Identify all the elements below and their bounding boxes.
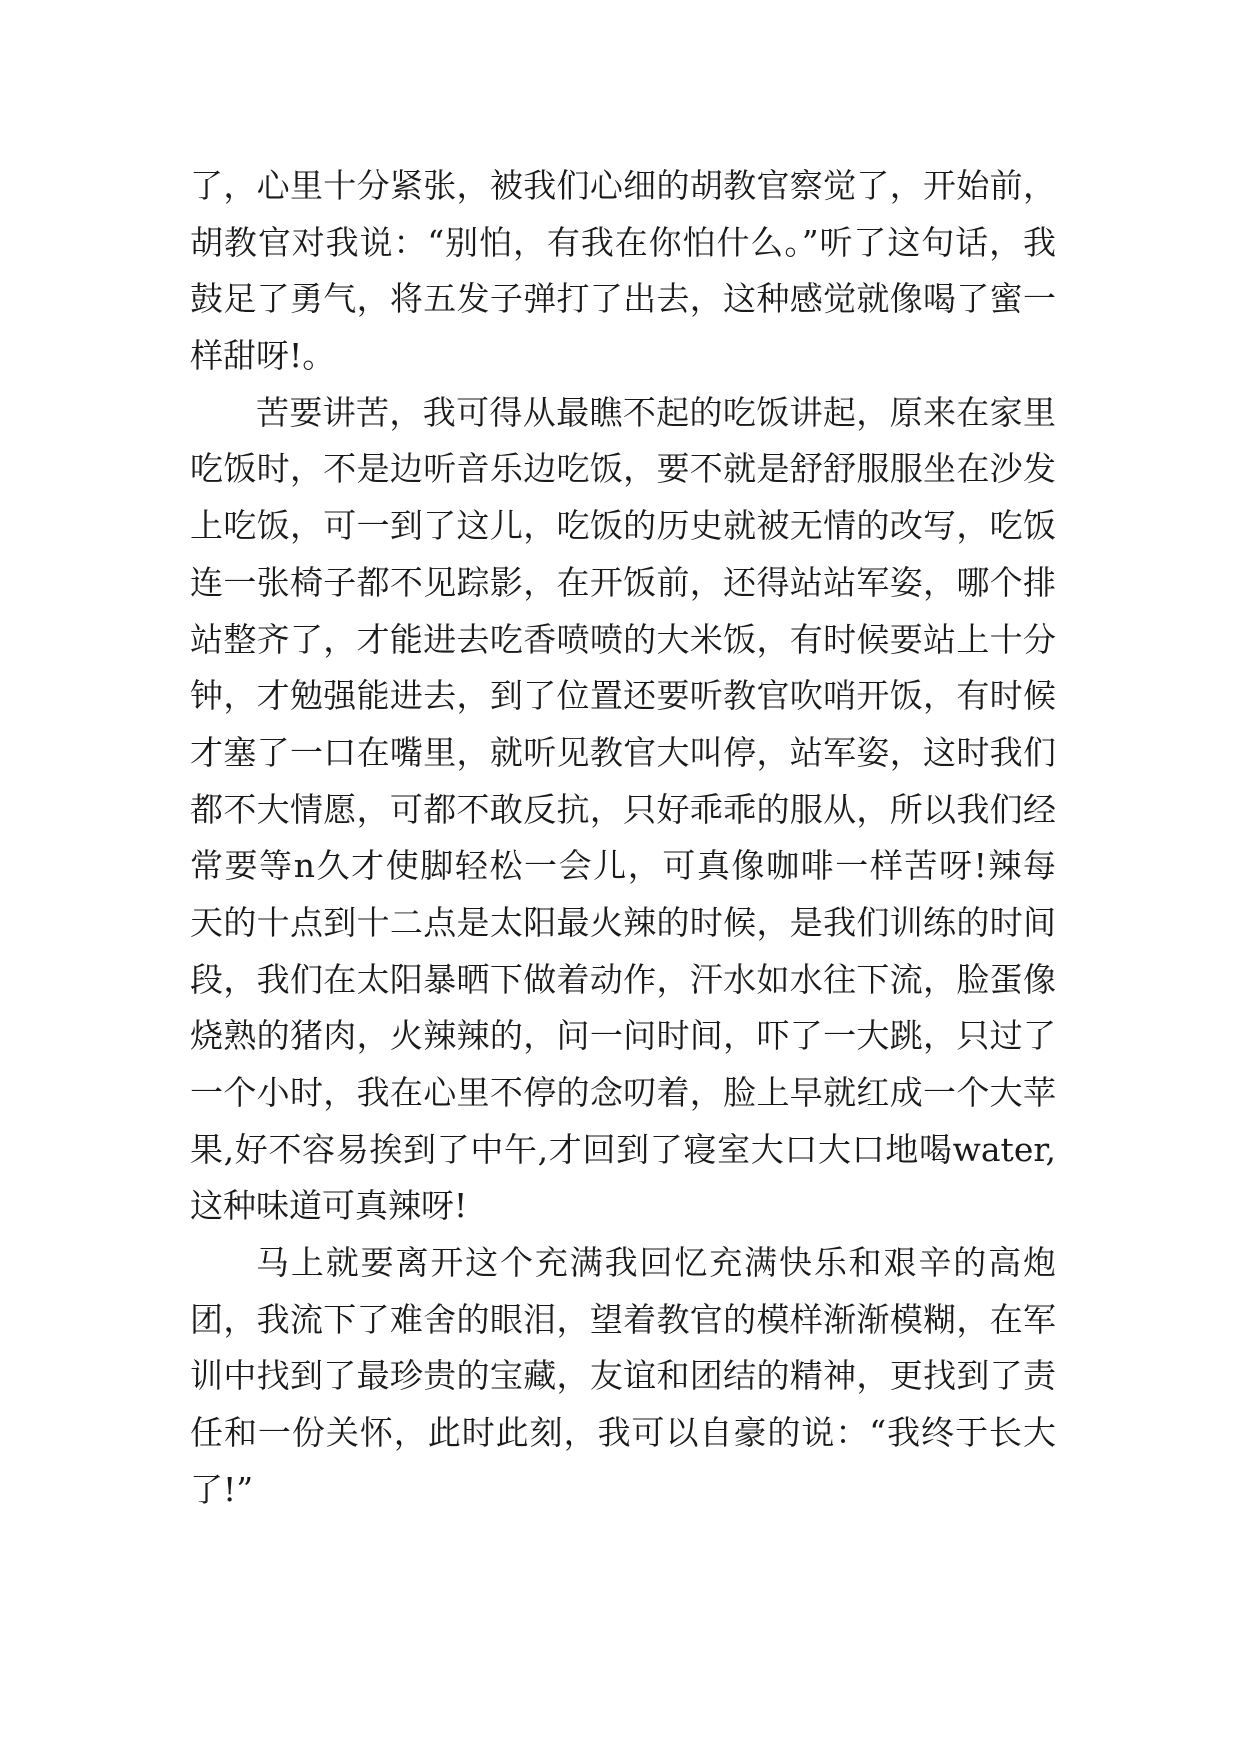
essay-body (190, 158, 1056, 1519)
paragraph-3-line-5: 了!” (190, 1469, 254, 1509)
paragraph-2-line-2: 吃饭时，不是边听音乐边吃饭，要不就是舒舒服服坐在沙发 (190, 449, 1056, 489)
paragraph-3-line-1: 马上就要离开这个充满我回忆充满快乐和艰辛的高炮 (256, 1243, 1056, 1283)
paragraph-2-line-15: 这种味道可真辣呀! (190, 1186, 468, 1226)
paragraph-2-line-3: 上吃饭，可一到了这儿，吃饭的历史就被无情的改写，吃饭 (190, 506, 1056, 546)
paragraph-2-line-1: 苦要讲苦，我可得从最瞧不起的吃饭讲起，原来在家里 (256, 392, 1056, 432)
paragraph-2-line-14: 果,好不容易挨到了中午,才回到了寝室大口大口地喝water, (190, 1129, 1056, 1169)
paragraph-3-line-3: 训中找到了最珍贵的宝藏，友谊和团结的精神，更找到了责 (190, 1356, 1056, 1396)
paragraph-3-line-2: 团，我流下了难舍的眼泪，望着教官的模样渐渐模糊，在军 (190, 1299, 1056, 1339)
paragraph-2-line-10: 天的十点到十二点是太阳最火辣的时候，是我们训练的时间 (190, 902, 1056, 942)
paragraph-2-line-8: 都不大情愿，可都不敢反抗，只好乖乖的服从，所以我们经 (190, 789, 1056, 829)
paragraph-1-line-3: 鼓足了勇气，将五发子弹打了出去，这种感觉就像喝了蜜一 (190, 279, 1056, 319)
paragraph-2-line-9: 常要等n久才使脚轻松一会儿，可真像咖啡一样苦呀!辣每 (190, 846, 1056, 886)
paragraph-2-line-7: 才塞了一口在嘴里，就听见教官大叫停，站军姿，这时我们 (190, 732, 1056, 772)
paragraph-2-line-4: 连一张椅子都不见踪影，在开饭前，还得站站军姿，哪个排 (190, 562, 1056, 602)
paragraph-1-line-1: 了，心里十分紧张，被我们心细的胡教官察觉了，开始前， (190, 166, 1056, 205)
paragraph-2-line-11: 段，我们在太阳暴晒下做着动作，汗水如水往下流，脸蛋像 (190, 959, 1056, 999)
paragraph-1-line-2: 胡教官对我说：“别怕，有我在你怕什么。”听了这句话，我 (190, 222, 1056, 262)
paragraph-2-line-13: 一个小时，我在心里不停的念叨着，脸上早就红成一个大苹 (190, 1073, 1056, 1112)
paragraph-2-line-6: 钟，才勉强能进去，到了位置还要听教官吹哨开饭，有时候 (190, 676, 1056, 716)
paragraph-1-line-4: 样甜呀!。 (190, 336, 336, 376)
paragraph-2-line-12: 烧熟的猪肉，火辣辣的，问一问时间，吓了一大跳，只过了 (190, 1016, 1056, 1056)
paragraph-3-line-4: 任和一份关怀，此时此刻，我可以自豪的说：“我终于长大 (190, 1413, 1056, 1453)
paragraph-2-line-5: 站整齐了，才能进去吃香喷喷的大米饭，有时候要站上十分 (190, 619, 1056, 659)
